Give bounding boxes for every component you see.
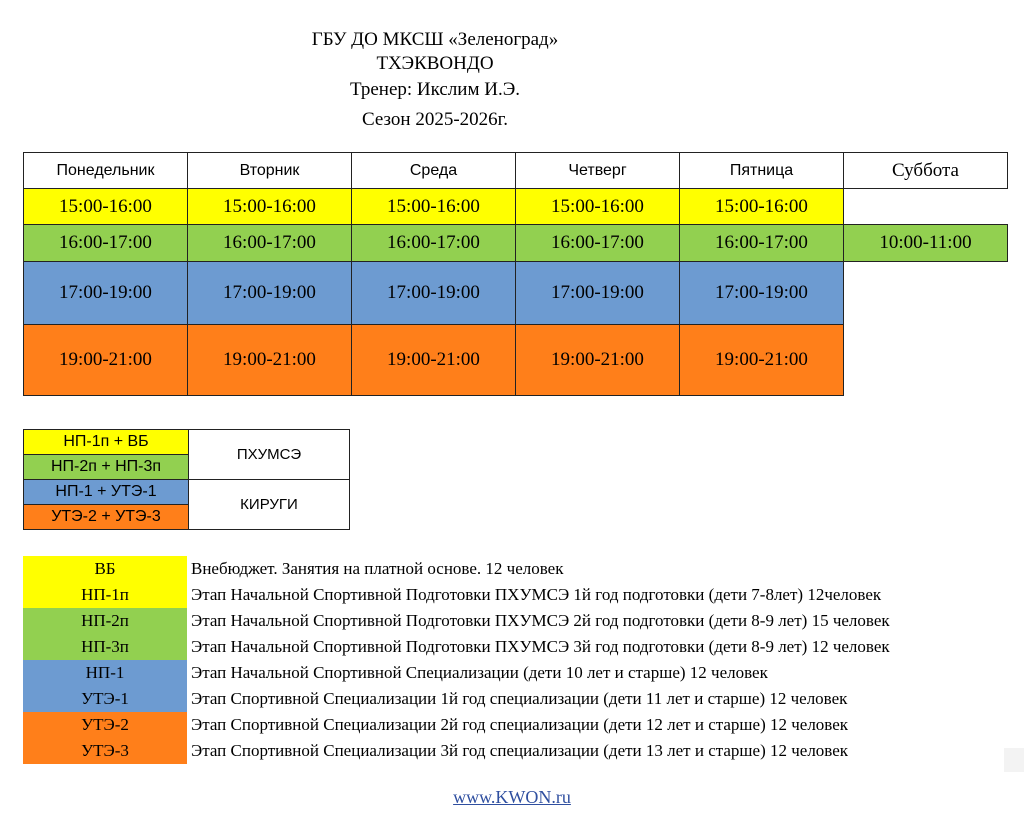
time-slot: 15:00-16:00 <box>352 189 516 225</box>
schedule-row <box>24 325 1008 396</box>
legend-group: НП-1 + УТЭ-1 <box>24 480 189 505</box>
schedule-row <box>24 262 1008 325</box>
time-slot: 17:00-19:00 <box>516 262 680 325</box>
description-code: УТЭ-2 <box>23 712 187 738</box>
corner-artifact <box>1004 748 1024 772</box>
description-code: НП-3п <box>23 634 187 660</box>
description-text: Этап Начальной Спортивной Специализации (дети 10 лет и старше) 12 человек <box>191 663 768 682</box>
time-slot: 16:00-17:00 <box>188 225 352 262</box>
time-slot: 17:00-19:00 <box>680 262 844 325</box>
time-slot: 19:00-21:00 <box>188 325 352 396</box>
description-code: ВБ <box>23 556 187 582</box>
group-descriptions <box>23 556 890 764</box>
time-slot: 16:00-17:00 <box>516 225 680 262</box>
description-text: Этап Спортивной Специализации 3й год специализации (дети 13 лет и старше) 12 человек <box>191 741 849 760</box>
time-slot: 16:00-17:00 <box>680 225 844 262</box>
sport-title: ТХЭКВОНДО <box>376 53 494 74</box>
season: Сезон 2025-2026г. <box>361 109 509 130</box>
day-wednesday: Среда <box>352 153 516 189</box>
time-slot: 17:00-19:00 <box>188 262 352 325</box>
description-row <box>23 556 890 582</box>
description-row <box>23 738 890 764</box>
description-code: НП-1п <box>23 582 187 608</box>
website-link[interactable]: www.KWON.ru <box>453 787 571 807</box>
day-thursday: Четверг <box>516 153 680 189</box>
description-text: Внебюджет. Занятия на платной основе. 12 человек <box>191 559 564 578</box>
time-slot: 15:00-16:00 <box>680 189 844 225</box>
schedule-row <box>24 225 1008 262</box>
description-row <box>23 686 890 712</box>
group-legend-table <box>23 429 350 530</box>
description-text: Этап Начальной Спортивной Подготовки ПХУМСЭ 3й год подготовки (дети 8-9 лет) 12 человек <box>191 637 890 656</box>
legend-group: НП-1п + ВБ <box>24 430 189 455</box>
description-text: Этап Начальной Спортивной Подготовки ПХУМСЭ 1й год подготовки (дети 7-8лет) 12человек <box>191 585 882 604</box>
description-row <box>23 634 890 660</box>
coach-name: Тренер: Икслим И.Э. <box>349 79 521 100</box>
time-slot: 16:00-17:00 <box>352 225 516 262</box>
description-text: Этап Спортивной Специализации 1й год специализации (дети 11 лет и старше) 12 человек <box>191 689 848 708</box>
description-code: УТЭ-1 <box>23 686 187 712</box>
day-monday: Понедельник <box>24 153 188 189</box>
day-saturday: Суббота <box>844 153 1008 189</box>
time-slot: 19:00-21:00 <box>680 325 844 396</box>
empty-slot <box>844 325 1008 396</box>
description-code: НП-1 <box>23 660 187 686</box>
day-tuesday: Вторник <box>188 153 352 189</box>
time-slot: 19:00-21:00 <box>24 325 188 396</box>
empty-slot <box>844 189 1008 225</box>
schedule-header-row <box>24 153 1008 189</box>
time-slot: 15:00-16:00 <box>24 189 188 225</box>
footer <box>0 787 1024 808</box>
description-code: НП-2п <box>23 608 187 634</box>
legend-group: УТЭ-2 + УТЭ-3 <box>24 505 189 530</box>
legend-style-poomsae: ПХУМСЭ <box>189 430 350 480</box>
description-code: УТЭ-3 <box>23 738 187 764</box>
time-slot: 15:00-16:00 <box>516 189 680 225</box>
time-slot: 19:00-21:00 <box>352 325 516 396</box>
description-row <box>23 712 890 738</box>
time-slot: 17:00-19:00 <box>352 262 516 325</box>
time-slot: 15:00-16:00 <box>188 189 352 225</box>
time-slot: 10:00-11:00 <box>844 225 1008 262</box>
description-text: Этап Спортивной Специализации 2й год специализации (дети 12 лет и старше) 12 человек <box>191 715 849 734</box>
description-text: Этап Начальной Спортивной Подготовки ПХУМСЭ 2й год подготовки (дети 8-9 лет) 15 человек <box>191 611 890 630</box>
description-row <box>23 660 890 686</box>
schedule-table <box>23 152 1008 396</box>
time-slot: 19:00-21:00 <box>516 325 680 396</box>
legend-style-kyorugi: КИРУГИ <box>189 480 350 530</box>
legend-group: НП-2п + НП-3п <box>24 455 189 480</box>
description-row <box>23 608 890 634</box>
org-name: ГБУ ДО МКСШ «Зеленоград» <box>311 29 559 50</box>
day-friday: Пятница <box>680 153 844 189</box>
time-slot: 17:00-19:00 <box>24 262 188 325</box>
empty-slot <box>844 262 1008 325</box>
schedule-row <box>24 189 1008 225</box>
time-slot: 16:00-17:00 <box>24 225 188 262</box>
description-row <box>23 582 890 608</box>
